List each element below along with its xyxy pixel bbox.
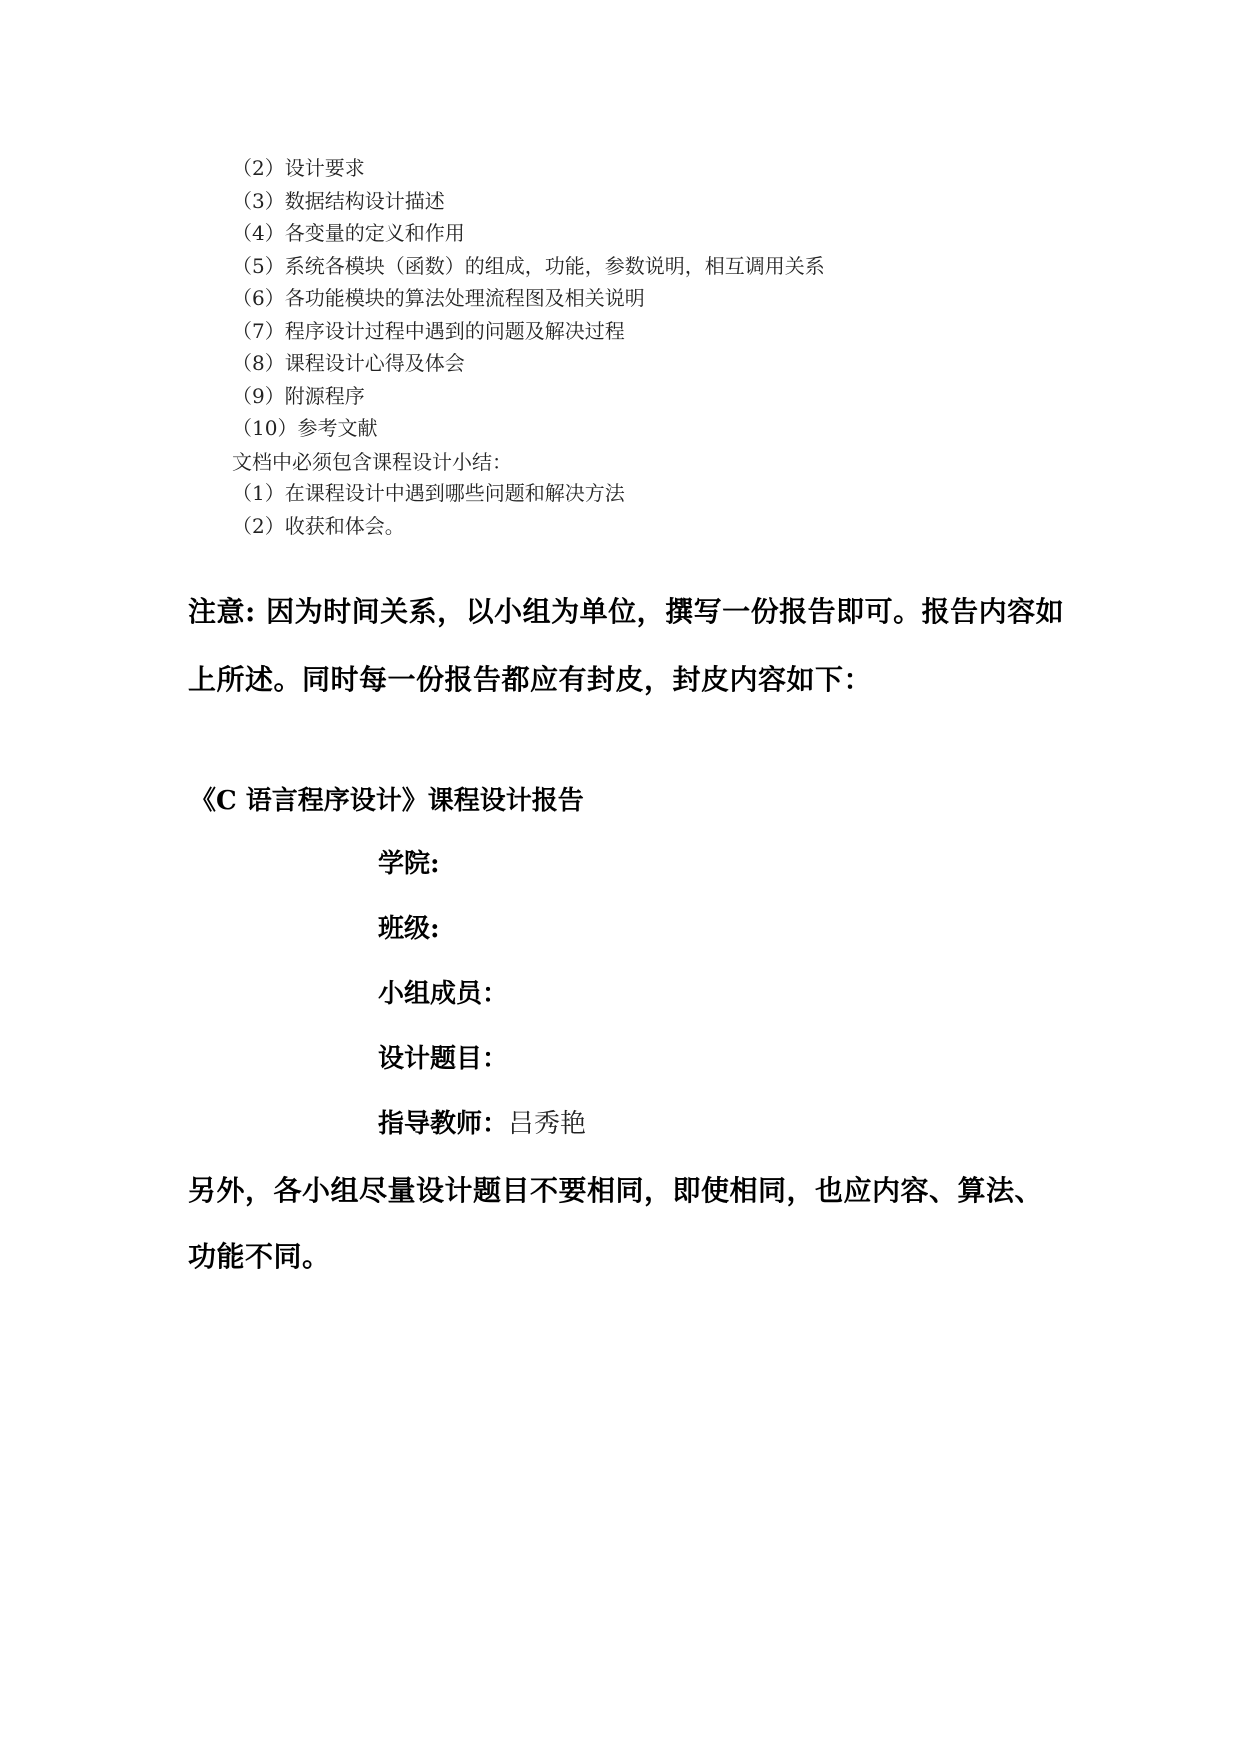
requirement-item: （4）各变量的定义和作用 (232, 221, 465, 245)
field-label: 小组成员： (378, 979, 509, 1009)
requirement-item: （2）设计要求 (232, 156, 365, 180)
cover-fields (378, 842, 586, 1167)
summary-heading: 文档中必须包含课程设计小结： (232, 450, 512, 474)
report-requirements-list (232, 152, 825, 445)
requirement-item: （10）参考文献 (232, 416, 378, 440)
field-label: 班级: (378, 914, 440, 944)
cover-field-topic (378, 1037, 586, 1102)
note-paragraph: 注意: 因为时间关系，以小组为单位，撰写一份报告即可。报告内容如上所述。同时每一份报告都应有封皮，封皮内容如下： (188, 595, 1065, 696)
summary-item: （2）收获和体会。 (232, 514, 405, 538)
field-label: 学院: (378, 849, 440, 879)
requirement-item: （7）程序设计过程中遇到的问题及解决过程 (232, 318, 625, 343)
footer-note: 另外，各小组尽量设计题目不要相同，即使相同，也应内容、算法、功能不同。 (188, 1174, 1044, 1273)
requirement-item: （5）系统各模块（函数）的组成，功能，参数说明，相互调用关系 (232, 253, 825, 278)
field-label: 指导教师： (378, 1109, 509, 1139)
cover-field-college (378, 842, 586, 907)
cover-field-members (378, 972, 586, 1037)
requirement-item: （8）课程设计心得及体会 (232, 351, 465, 375)
requirement-item: （6）各功能模块的算法处理流程图及相关说明 (232, 286, 645, 310)
field-value: 吕秀艳 (508, 1109, 587, 1139)
summary-item: （1）在课程设计中遇到哪些问题和解决方法 (232, 481, 625, 505)
requirement-item: （9）附源程序 (232, 383, 365, 408)
cover-field-class (378, 907, 586, 972)
summary-list (232, 477, 625, 543)
requirement-item: （3）数据结构设计描述 (232, 188, 445, 213)
cover-title: 《C 语言程序设计》课程设计报告 (190, 786, 584, 816)
field-label: 设计题目： (378, 1044, 509, 1074)
